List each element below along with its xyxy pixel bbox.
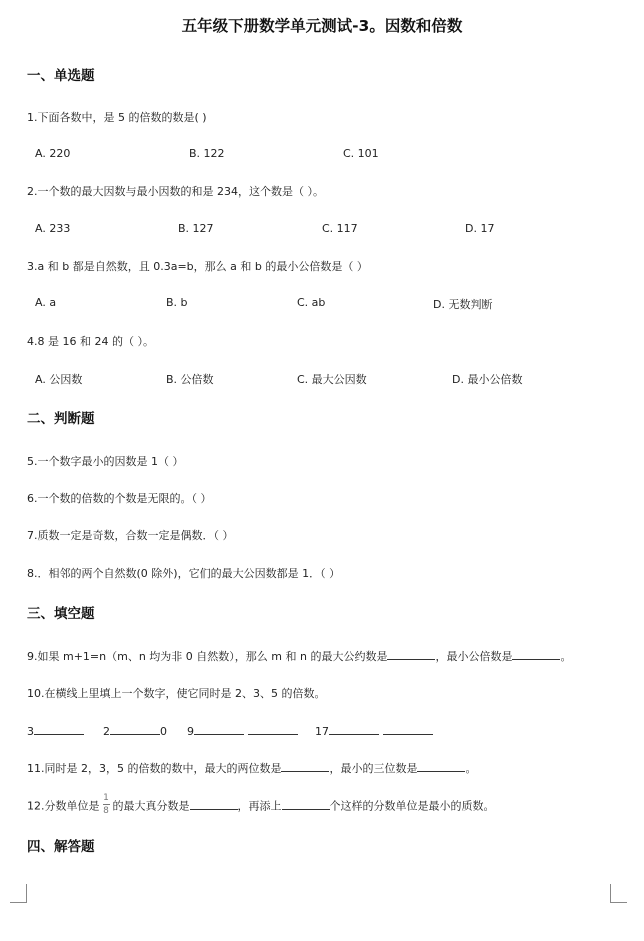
section-heading-answer: 四、解答题 — [27, 839, 95, 855]
q3-option-b: B. b — [166, 296, 188, 309]
q3-option-a: A. a — [35, 296, 57, 309]
q12-text-2: 的最大真分数是 — [112, 799, 190, 813]
question-10: 10.在横线上里填上一个数字，使它同时是 2、3、5 的倍数。 — [27, 687, 326, 700]
q4-option-b: B. 公倍数 — [166, 373, 214, 386]
q11-text-2: ，最小的三位数是 — [329, 762, 418, 775]
question-11 — [27, 760, 476, 776]
q10-blank-4b[interactable] — [383, 723, 433, 735]
q10-digit-3: 3 — [27, 725, 34, 738]
q9-text-3: 。 — [560, 650, 572, 663]
q12-text-3: ，再添上 — [237, 799, 282, 813]
q11-blank-three-digit[interactable] — [417, 760, 465, 772]
question-3: 3.a 和 b 都是自然数，且 0.3a=b，那么 a 和 b 的最小公倍数是（ ） — [27, 260, 368, 273]
q10-blank-2[interactable] — [110, 723, 160, 735]
q11-blank-two-digit[interactable] — [281, 760, 329, 772]
question-8: 8.．相邻的两个自然数(0 除外)，它们的最大公因数都是 1．（ ） — [27, 567, 341, 580]
q2-option-b: B. 127 — [178, 222, 214, 235]
page-title: 五年级下册数学单元测试-3。因数和倍数 — [181, 17, 463, 35]
q9-text-1: 9.如果 m+1=n（m、n 均为非 0 自然数），那么 m 和 n 的最大公约数是 — [27, 650, 388, 663]
q10-blank-3b[interactable] — [248, 723, 298, 735]
q12-blank-units[interactable] — [282, 798, 330, 810]
q11-text-1: 11.同时是 2，3，5 的倍数的数中，最大的两位数是 — [27, 762, 282, 775]
q10-digit-17: 17 — [315, 725, 329, 738]
q9-blank-lcm[interactable] — [512, 648, 560, 660]
q11-text-3: 。 — [465, 762, 477, 775]
q1-option-b: B. 122 — [189, 147, 225, 160]
fraction-numerator: 1 — [103, 793, 109, 803]
q9-text-2: ，最小公倍数是 — [435, 650, 513, 663]
q10-digit-9: 9 — [187, 725, 194, 738]
q10-item-2 — [103, 723, 167, 738]
section-heading-single-choice: 一、单选题 — [27, 68, 95, 84]
q3-option-d: D. 无数判断 — [433, 298, 493, 311]
q10-blank-1[interactable] — [34, 723, 84, 735]
q12-blank-proper-fraction[interactable] — [190, 798, 238, 810]
q12-text-4: 个这样的分数单位是最小的质数。 — [329, 799, 495, 813]
q9-blank-gcd[interactable] — [387, 648, 435, 660]
q2-option-c: C. 117 — [322, 222, 358, 235]
q10-blank-4a[interactable] — [329, 723, 379, 735]
q4-option-c: C. 最大公因数 — [297, 373, 367, 386]
q2-option-d: D. 17 — [465, 222, 495, 235]
question-9 — [27, 648, 571, 664]
q1-option-a: A. 220 — [35, 147, 71, 160]
q1-option-c: C. 101 — [343, 147, 379, 160]
q10-item-3 — [187, 723, 298, 738]
page-corner-mark-left — [10, 884, 27, 903]
section-heading-true-false: 二、判断题 — [27, 411, 95, 427]
question-4: 4.8 是 16 和 24 的（ ）。 — [27, 335, 154, 348]
q12-text-1: 12.分数单位是 — [27, 799, 100, 813]
question-5: 5.一个数字最小的因数是 1（ ） — [27, 455, 184, 468]
q2-option-a: A. 233 — [35, 222, 71, 235]
fraction-bar — [103, 804, 110, 805]
q4-option-a: A. 公因数 — [35, 373, 83, 386]
q10-digit-0: 0 — [160, 725, 167, 738]
q10-item-4 — [315, 723, 433, 738]
section-heading-fill-blank: 三、填空题 — [27, 606, 95, 622]
question-12 — [27, 795, 495, 818]
fraction-one-eighth — [103, 793, 110, 816]
question-6: 6.一个数的倍数的个数是无限的。（ ） — [27, 492, 212, 505]
q10-blank-3a[interactable] — [194, 723, 244, 735]
question-7: 7.质数一定是奇数，合数一定是偶数．（ ） — [27, 529, 234, 542]
question-1: 1.下面各数中，是 5 的倍数的数是( ) — [27, 111, 207, 124]
fraction-denominator: 8 — [103, 806, 109, 816]
q3-option-c: C. ab — [297, 296, 326, 309]
q10-item-1 — [27, 723, 84, 738]
page-corner-mark-right — [610, 884, 627, 903]
q4-option-d: D. 最小公倍数 — [452, 373, 523, 386]
q10-digit-2: 2 — [103, 725, 110, 738]
question-2: 2.一个数的最大因数与最小因数的和是 234，这个数是（ ）。 — [27, 185, 324, 198]
